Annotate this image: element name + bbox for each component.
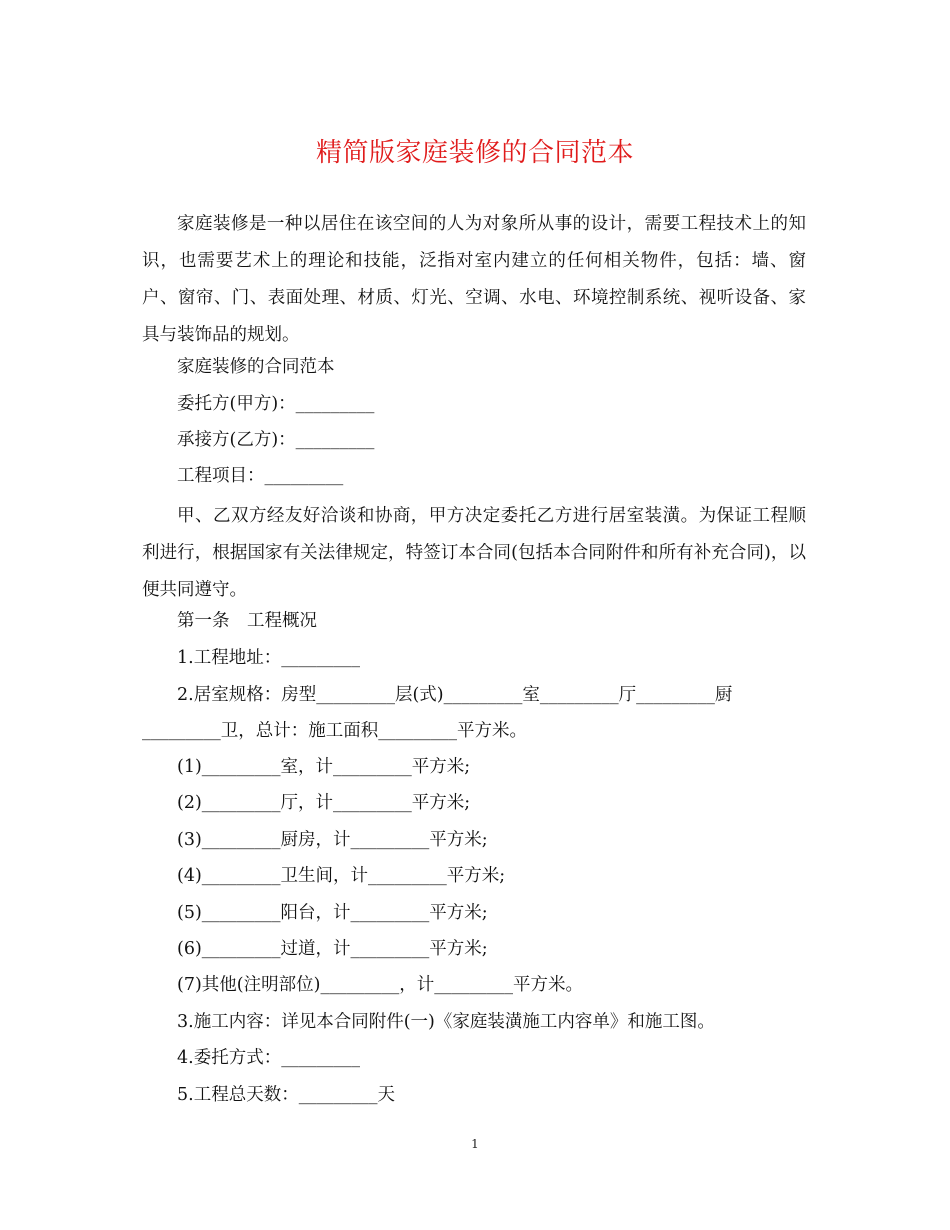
party-a-line: 委托方(甲方)：_________: [177, 394, 375, 414]
page-number: 1: [471, 1137, 479, 1151]
contract-subtitle: 家庭装修的合同范本: [177, 357, 335, 377]
project-line: 工程项目：_________: [177, 466, 344, 486]
intro-paragraph: 家庭装修是一种以居住在该空间的人为对象所从事的设计，需要工程技术上的知识，也需要艺术上的理论和技能，泛指对室内建立的任何相关物件，包括：墙、窗户、窗帘、门、表面处理、材质、灯光、空调、水电、环境控制系统、视听设备、家具与装饰品的规划。: [142, 214, 806, 345]
sub-item-7: (7)其他(注明部位)_________，计_________平方米。: [177, 975, 583, 995]
item-3-scope: 3.施工内容：详见本合同附件(一)《家庭装潢施工内容单》和施工图。: [177, 1012, 715, 1032]
item-2-spec-line-1: 2.居室规格：房型_________层(式)_________室_________厅_________厨: [177, 685, 733, 705]
preamble-paragraph: 甲、乙双方经友好洽谈和协商，甲方决定委托乙方进行居室装潢。为保证工程顺利进行，根据国家有关法律规定，特签订本合同(包括本合同附件和所有补充合同)，以便共同遵守。: [142, 506, 806, 600]
article-1-heading: 第一条 工程概况: [177, 611, 317, 631]
item-1-address: 1.工程地址：_________: [177, 648, 360, 668]
sub-item-3: (3)_________厨房，计_________平方米;: [177, 830, 488, 850]
sub-item-5: (5)_________阳台，计_________平方米;: [177, 903, 488, 923]
sub-item-2: (2)_________厅，计_________平方米;: [177, 793, 471, 813]
sub-item-6: (6)_________过道，计_________平方米;: [177, 939, 488, 959]
party-b-line: 承接方(乙方)：_________: [177, 430, 375, 450]
document-title: 精简版家庭装修的合同范本: [315, 138, 634, 168]
item-2-spec-line-2: _________卫，总计：施工面积_________平方米。: [142, 721, 527, 741]
sub-item-1: (1)_________室，计_________平方米;: [177, 757, 471, 777]
item-5-duration: 5.工程总天数：_________天: [177, 1085, 395, 1105]
sub-item-4: (4)_________卫生间，计_________平方米;: [177, 866, 506, 886]
item-4-method: 4.委托方式：_________: [177, 1048, 360, 1068]
